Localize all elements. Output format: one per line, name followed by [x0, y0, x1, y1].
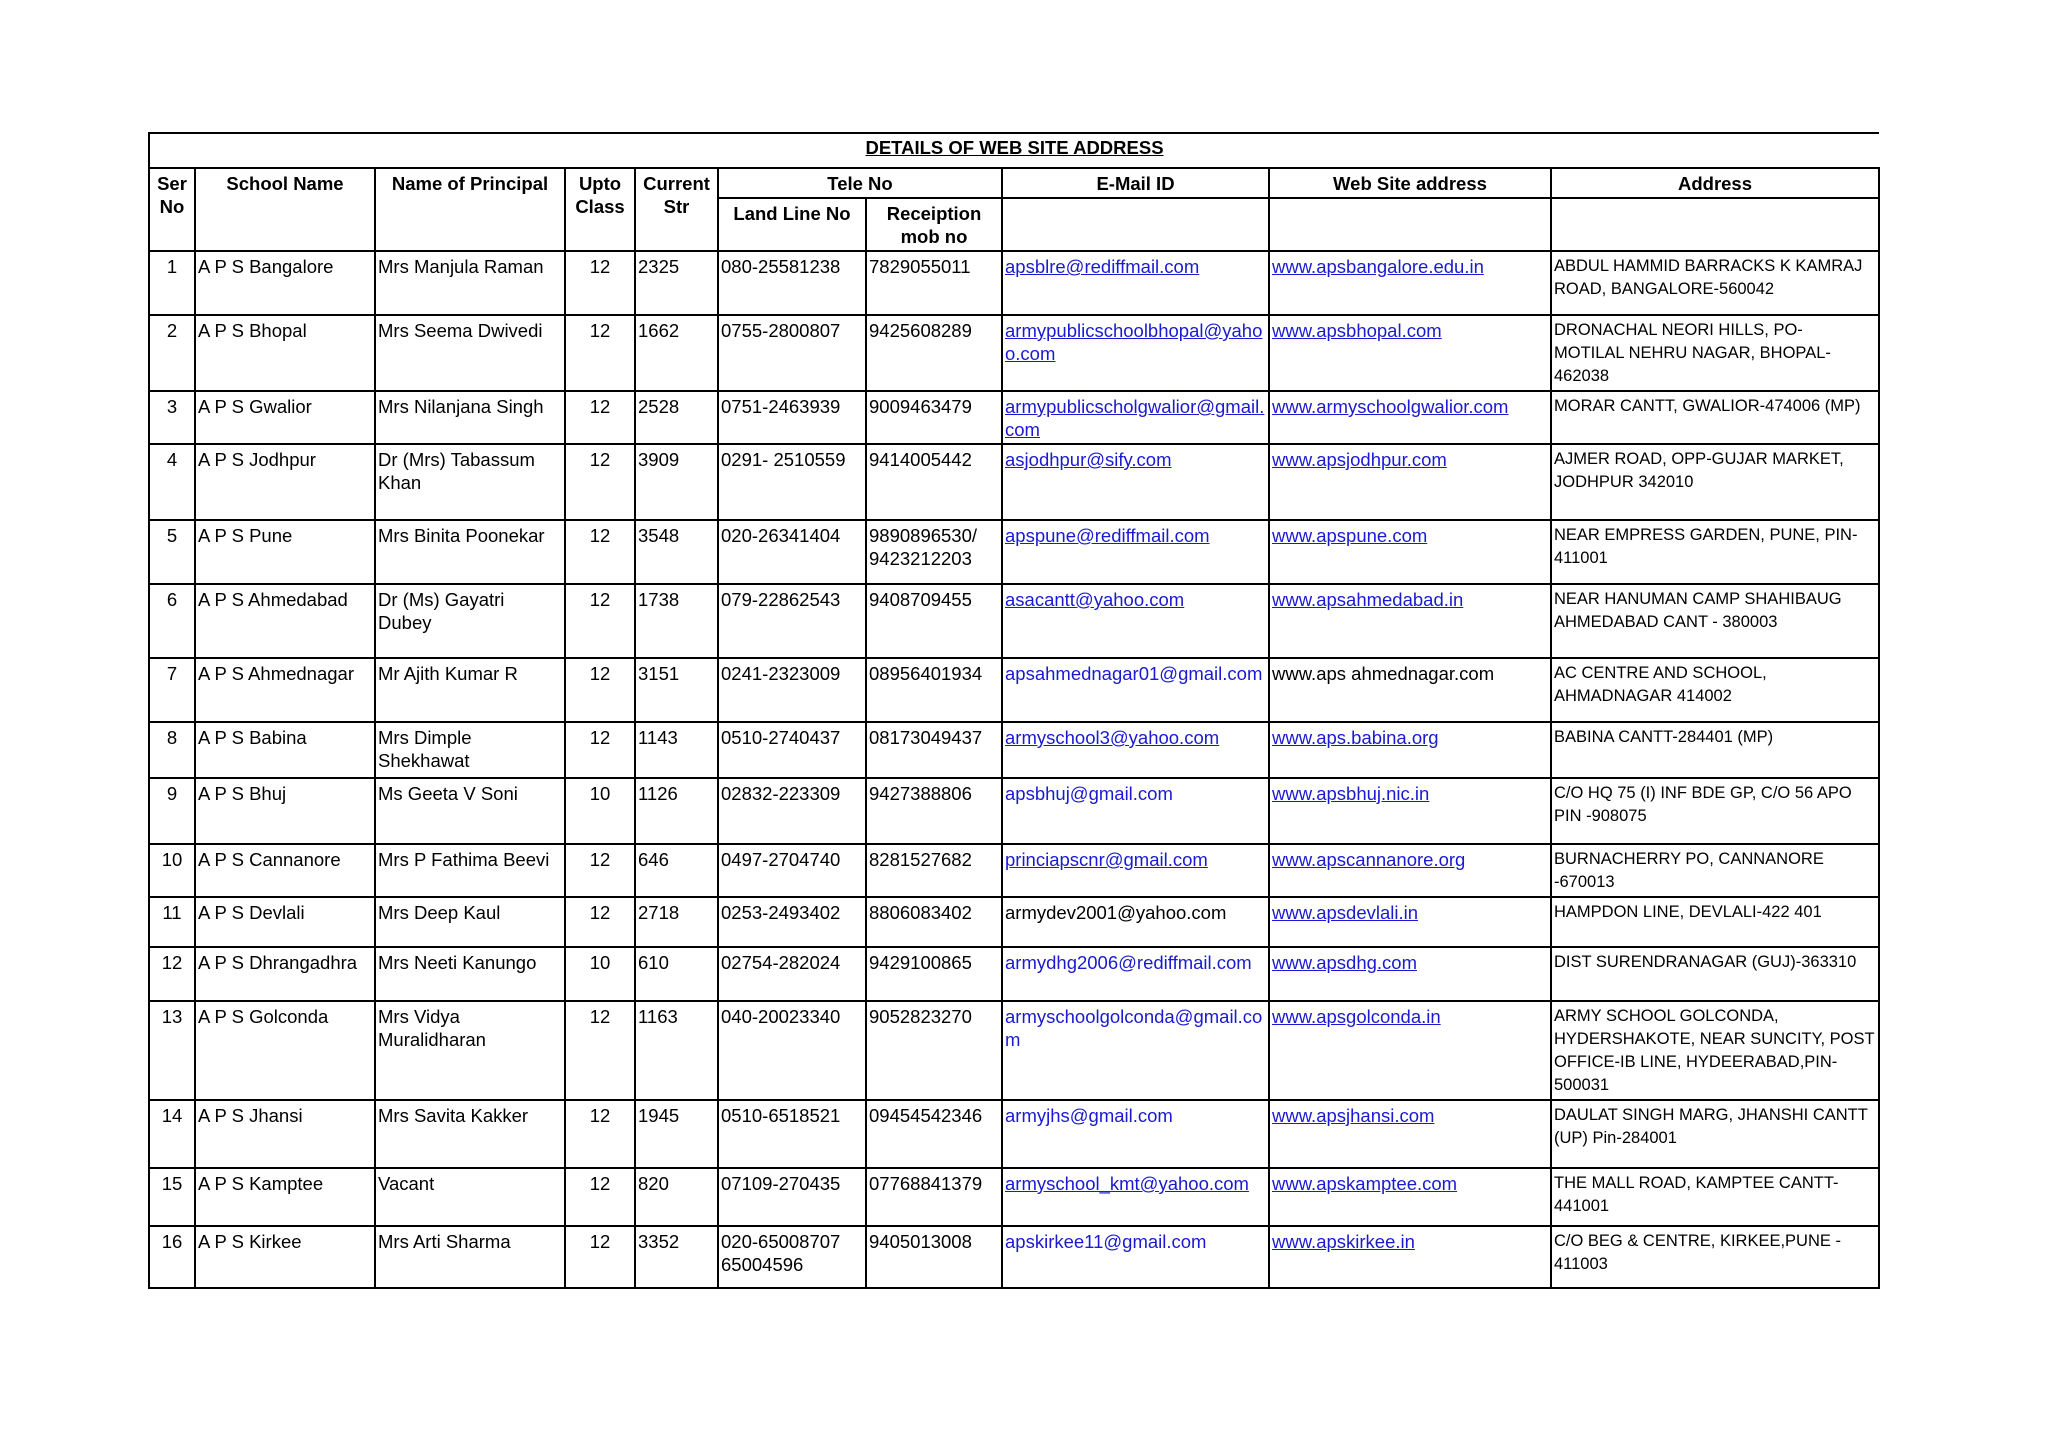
- header-email: E-Mail ID: [1002, 168, 1269, 198]
- land-line-cell: 0253-2493402: [718, 897, 866, 947]
- school-name-cell: A P S Golconda: [195, 1001, 375, 1100]
- email-cell[interactable]: apsblre@rediffmail.com: [1002, 251, 1269, 315]
- website-cell[interactable]: www.armyschoolgwalior.com: [1269, 391, 1551, 444]
- principal-cell: Mrs Neeti Kanungo: [375, 947, 565, 1001]
- table-row: [149, 315, 1879, 391]
- land-line-cell: 020-65008707 65004596: [718, 1226, 866, 1288]
- email-cell[interactable]: asacantt@yahoo.com: [1002, 584, 1269, 658]
- current-str-cell: 610: [635, 947, 718, 1001]
- address-cell: NEAR HANUMAN CAMP SHAHIBAUG AHMEDABAD CANT - 380003: [1551, 584, 1879, 658]
- mobile-cell: 9052823270: [866, 1001, 1002, 1100]
- website-cell[interactable]: www.apskamptee.com: [1269, 1168, 1551, 1226]
- land-line-cell: 0241-2323009: [718, 658, 866, 722]
- current-str-cell: 1126: [635, 778, 718, 844]
- current-str-cell: 1662: [635, 315, 718, 391]
- table-row: [149, 251, 1879, 315]
- school-name-cell: A P S Pune: [195, 520, 375, 584]
- address-cell: AJMER ROAD, OPP-GUJAR MARKET, JODHPUR 342010: [1551, 444, 1879, 520]
- email-cell[interactable]: princiapscnr@gmail.com: [1002, 844, 1269, 897]
- ser-no-cell: 15: [149, 1168, 195, 1226]
- principal-cell: Mrs Dimple Shekhawat: [375, 722, 565, 778]
- mobile-cell: 09454542346: [866, 1100, 1002, 1168]
- website-cell[interactable]: www.apspune.com: [1269, 520, 1551, 584]
- address-cell: ARMY SCHOOL GOLCONDA, HYDERSHAKOTE, NEAR SUNCITY, POST OFFICE-IB LINE, HYDEERABAD,PIN-500031: [1551, 1001, 1879, 1100]
- email-cell[interactable]: armypublicschoolbhopal@yahoo.com: [1002, 315, 1269, 391]
- website-cell: www.aps ahmednagar.com: [1269, 658, 1551, 722]
- website-cell[interactable]: www.apsahmedabad.in: [1269, 584, 1551, 658]
- header-website-blank: [1269, 198, 1551, 251]
- address-cell: C/O BEG & CENTRE, KIRKEE,PUNE - 411003: [1551, 1226, 1879, 1288]
- mobile-cell: 08173049437: [866, 722, 1002, 778]
- website-cell[interactable]: www.apsdevlali.in: [1269, 897, 1551, 947]
- address-cell: AC CENTRE AND SCHOOL, AHMADNAGAR 414002: [1551, 658, 1879, 722]
- upto-class-cell: 12: [565, 584, 635, 658]
- upto-class-cell: 12: [565, 520, 635, 584]
- email-cell[interactable]: apsahmednagar01@gmail.com: [1002, 658, 1269, 722]
- school-name-cell: A P S Dhrangadhra: [195, 947, 375, 1001]
- email-cell[interactable]: apspune@rediffmail.com: [1002, 520, 1269, 584]
- header-land-line: Land Line No: [718, 198, 866, 251]
- header-email-blank: [1002, 198, 1269, 251]
- school-name-cell: A P S Bhopal: [195, 315, 375, 391]
- ser-no-cell: 11: [149, 897, 195, 947]
- upto-class-cell: 12: [565, 1226, 635, 1288]
- principal-cell: Mrs Savita Kakker: [375, 1100, 565, 1168]
- upto-class-cell: 12: [565, 1100, 635, 1168]
- current-str-cell: 2325: [635, 251, 718, 315]
- principal-cell: Ms Geeta V Soni: [375, 778, 565, 844]
- mobile-cell: 9408709455: [866, 584, 1002, 658]
- land-line-cell: 080-25581238: [718, 251, 866, 315]
- table-row: [149, 1226, 1879, 1288]
- website-cell[interactable]: www.apskirkee.in: [1269, 1226, 1551, 1288]
- current-str-cell: 1163: [635, 1001, 718, 1100]
- email-cell[interactable]: armypublicscholgwalior@gmail.com: [1002, 391, 1269, 444]
- current-str-cell: 2528: [635, 391, 718, 444]
- address-cell: DAULAT SINGH MARG, JHANSHI CANTT (UP) Pin-284001: [1551, 1100, 1879, 1168]
- school-name-cell: A P S Ahmedabad: [195, 584, 375, 658]
- header-principal: Name of Principal: [375, 168, 565, 251]
- land-line-cell: 0751-2463939: [718, 391, 866, 444]
- schools-table: [148, 132, 1880, 1289]
- mobile-cell: 08956401934: [866, 658, 1002, 722]
- address-cell: DIST SURENDRANAGAR (GUJ)-363310: [1551, 947, 1879, 1001]
- table-row: [149, 844, 1879, 897]
- mobile-cell: 9414005442: [866, 444, 1002, 520]
- address-cell: BABINA CANTT-284401 (MP): [1551, 722, 1879, 778]
- table-row: [149, 778, 1879, 844]
- school-name-cell: A P S Cannanore: [195, 844, 375, 897]
- current-str-cell: 3548: [635, 520, 718, 584]
- land-line-cell: 0755-2800807: [718, 315, 866, 391]
- mobile-cell: 9890896530/ 9423212203: [866, 520, 1002, 584]
- school-name-cell: A P S Babina: [195, 722, 375, 778]
- current-str-cell: 3909: [635, 444, 718, 520]
- land-line-cell: 0510-2740437: [718, 722, 866, 778]
- land-line-cell: 02754-282024: [718, 947, 866, 1001]
- principal-cell: Dr (Mrs) Tabassum Khan: [375, 444, 565, 520]
- ser-no-cell: 8: [149, 722, 195, 778]
- ser-no-cell: 14: [149, 1100, 195, 1168]
- school-name-cell: A P S Bhuj: [195, 778, 375, 844]
- land-line-cell: 02832-223309: [718, 778, 866, 844]
- email-cell[interactable]: asjodhpur@sify.com: [1002, 444, 1269, 520]
- header-website: Web Site address: [1269, 168, 1551, 198]
- principal-cell: Mr Ajith Kumar R: [375, 658, 565, 722]
- table-row: [149, 391, 1879, 444]
- address-cell: BURNACHERRY PO, CANNANORE -670013: [1551, 844, 1879, 897]
- email-cell[interactable]: armyschool3@yahoo.com: [1002, 722, 1269, 778]
- header-row: [149, 168, 1879, 198]
- current-str-cell: 820: [635, 1168, 718, 1226]
- title-row: [149, 133, 1879, 168]
- header-upto-class: Upto Class: [565, 168, 635, 251]
- email-cell[interactable]: armyschoolgolconda@gmail.com: [1002, 1001, 1269, 1100]
- website-cell[interactable]: www.apsgolconda.in: [1269, 1001, 1551, 1100]
- ser-no-cell: 12: [149, 947, 195, 1001]
- table-body: [149, 251, 1879, 1288]
- current-str-cell: 1945: [635, 1100, 718, 1168]
- header-ser-no: Ser No: [149, 168, 195, 251]
- mobile-cell: 8806083402: [866, 897, 1002, 947]
- header-address: Address: [1551, 168, 1879, 198]
- table-row: [149, 897, 1879, 947]
- website-cell[interactable]: www.apsdhg.com: [1269, 947, 1551, 1001]
- email-cell[interactable]: apskirkee11@gmail.com: [1002, 1226, 1269, 1288]
- upto-class-cell: 12: [565, 897, 635, 947]
- website-cell[interactable]: www.aps.babina.org: [1269, 722, 1551, 778]
- mobile-cell: 9427388806: [866, 778, 1002, 844]
- current-str-cell: 1738: [635, 584, 718, 658]
- address-cell: THE MALL ROAD, KAMPTEE CANTT-441001: [1551, 1168, 1879, 1226]
- principal-cell: Mrs Vidya Muralidharan: [375, 1001, 565, 1100]
- land-line-cell: 0497-2704740: [718, 844, 866, 897]
- table-row: [149, 658, 1879, 722]
- upto-class-cell: 10: [565, 947, 635, 1001]
- land-line-cell: 040-20023340: [718, 1001, 866, 1100]
- email-cell[interactable]: armyjhs@gmail.com: [1002, 1100, 1269, 1168]
- school-name-cell: A P S Kamptee: [195, 1168, 375, 1226]
- header-current-str: Current Str: [635, 168, 718, 251]
- school-name-cell: A P S Jodhpur: [195, 444, 375, 520]
- email-cell[interactable]: armyschool_kmt@yahoo.com: [1002, 1168, 1269, 1226]
- upto-class-cell: 12: [565, 251, 635, 315]
- address-cell: C/O HQ 75 (I) INF BDE GP, C/O 56 APO PIN -908075: [1551, 778, 1879, 844]
- website-cell[interactable]: www.apsjhansi.com: [1269, 1100, 1551, 1168]
- header-mobile: Receiption mob no: [866, 198, 1002, 251]
- header-tele-no: Tele No: [718, 168, 1002, 198]
- website-cell[interactable]: www.apsbhuj.nic.in: [1269, 778, 1551, 844]
- mobile-cell: 9009463479: [866, 391, 1002, 444]
- current-str-cell: 1143: [635, 722, 718, 778]
- school-name-cell: A P S Gwalior: [195, 391, 375, 444]
- table-row: [149, 444, 1879, 520]
- upto-class-cell: 12: [565, 391, 635, 444]
- ser-no-cell: 2: [149, 315, 195, 391]
- ser-no-cell: 4: [149, 444, 195, 520]
- ser-no-cell: 5: [149, 520, 195, 584]
- table-row: [149, 722, 1879, 778]
- land-line-cell: 020-26341404: [718, 520, 866, 584]
- ser-no-cell: 16: [149, 1226, 195, 1288]
- school-name-cell: A P S Ahmednagar: [195, 658, 375, 722]
- current-str-cell: 3352: [635, 1226, 718, 1288]
- mobile-cell: 07768841379: [866, 1168, 1002, 1226]
- school-name-cell: A P S Kirkee: [195, 1226, 375, 1288]
- upto-class-cell: 12: [565, 658, 635, 722]
- email-cell[interactable]: apsbhuj@gmail.com: [1002, 778, 1269, 844]
- current-str-cell: 2718: [635, 897, 718, 947]
- address-cell: MORAR CANTT, GWALIOR-474006 (MP): [1551, 391, 1879, 444]
- current-str-cell: 3151: [635, 658, 718, 722]
- website-cell[interactable]: www.apscannanore.org: [1269, 844, 1551, 897]
- ser-no-cell: 6: [149, 584, 195, 658]
- school-name-cell: A P S Devlali: [195, 897, 375, 947]
- land-line-cell: 079-22862543: [718, 584, 866, 658]
- principal-cell: Vacant: [375, 1168, 565, 1226]
- email-cell: armydev2001@yahoo.com: [1002, 897, 1269, 947]
- table-row: [149, 1100, 1879, 1168]
- address-cell: ABDUL HAMMID BARRACKS K KAMRAJ ROAD, BANGALORE-560042: [1551, 251, 1879, 315]
- mobile-cell: 9429100865: [866, 947, 1002, 1001]
- ser-no-cell: 1: [149, 251, 195, 315]
- ser-no-cell: 10: [149, 844, 195, 897]
- upto-class-cell: 10: [565, 778, 635, 844]
- ser-no-cell: 3: [149, 391, 195, 444]
- mobile-cell: 9425608289: [866, 315, 1002, 391]
- ser-no-cell: 7: [149, 658, 195, 722]
- mobile-cell: 9405013008: [866, 1226, 1002, 1288]
- mobile-cell: 8281527682: [866, 844, 1002, 897]
- ser-no-cell: 13: [149, 1001, 195, 1100]
- table-row: [149, 584, 1879, 658]
- upto-class-cell: 12: [565, 722, 635, 778]
- mobile-cell: 7829055011: [866, 251, 1002, 315]
- upto-class-cell: 12: [565, 315, 635, 391]
- address-cell: HAMPDON LINE, DEVLALI-422 401: [1551, 897, 1879, 947]
- principal-cell: Mrs Manjula Raman: [375, 251, 565, 315]
- land-line-cell: 07109-270435: [718, 1168, 866, 1226]
- principal-cell: Mrs Deep Kaul: [375, 897, 565, 947]
- upto-class-cell: 12: [565, 1001, 635, 1100]
- principal-cell: Mrs Nilanjana Singh: [375, 391, 565, 444]
- upto-class-cell: 12: [565, 444, 635, 520]
- current-str-cell: 646: [635, 844, 718, 897]
- principal-cell: Dr (Ms) Gayatri Dubey: [375, 584, 565, 658]
- principal-cell: Mrs Binita Poonekar: [375, 520, 565, 584]
- header-address-blank: [1551, 198, 1879, 251]
- school-name-cell: A P S Jhansi: [195, 1100, 375, 1168]
- school-name-cell: A P S Bangalore: [195, 251, 375, 315]
- upto-class-cell: 12: [565, 1168, 635, 1226]
- table-row: [149, 520, 1879, 584]
- principal-cell: Mrs P Fathima Beevi: [375, 844, 565, 897]
- land-line-cell: 0510-6518521: [718, 1100, 866, 1168]
- header-school-name: School Name: [195, 168, 375, 251]
- table-row: [149, 1168, 1879, 1226]
- email-cell[interactable]: armydhg2006@rediffmail.com: [1002, 947, 1269, 1001]
- address-cell: DRONACHAL NEORI HILLS, PO- MOTILAL NEHRU NAGAR, BHOPAL-462038: [1551, 315, 1879, 391]
- website-cell[interactable]: www.apsbangalore.edu.in: [1269, 251, 1551, 315]
- address-cell: NEAR EMPRESS GARDEN, PUNE, PIN-411001: [1551, 520, 1879, 584]
- upto-class-cell: 12: [565, 844, 635, 897]
- land-line-cell: 0291- 2510559: [718, 444, 866, 520]
- table-row: [149, 1001, 1879, 1100]
- principal-cell: Mrs Seema Dwivedi: [375, 315, 565, 391]
- document-title: DETAILS OF WEB SITE ADDRESS: [149, 133, 1879, 168]
- website-cell[interactable]: www.apsjodhpur.com: [1269, 444, 1551, 520]
- table-row: [149, 947, 1879, 1001]
- website-cell[interactable]: www.apsbhopal.com: [1269, 315, 1551, 391]
- principal-cell: Mrs Arti Sharma: [375, 1226, 565, 1288]
- ser-no-cell: 9: [149, 778, 195, 844]
